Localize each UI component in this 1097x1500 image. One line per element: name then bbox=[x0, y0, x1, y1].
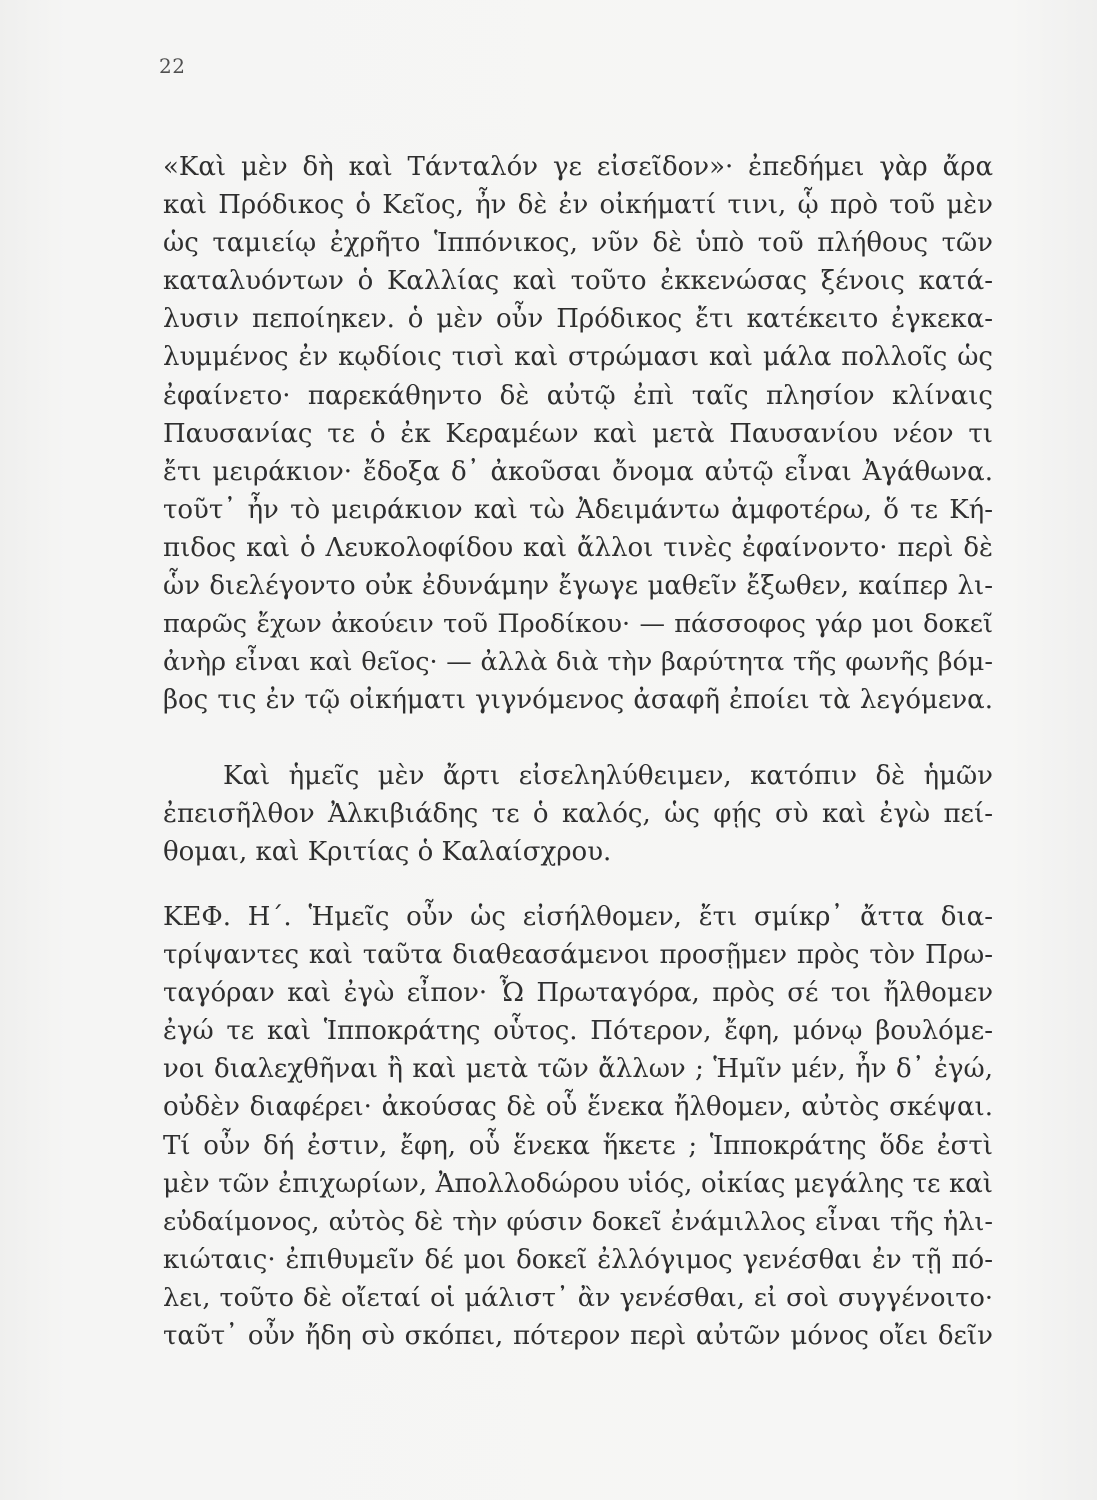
text-line: Παυσανίας τε ὁ ἐκ Κεραμέων καὶ μετὰ Παυσανίου νέον τι bbox=[163, 418, 993, 449]
text-line: πιδος καὶ ὁ Λευκολοφίδου καὶ ἄλλοι τινὲς ἐφαίνοντο· περὶ δὲ bbox=[163, 532, 993, 563]
text-line: λυμμένος ἐν κῳδίοις τισὶ καὶ στρώμασι καὶ μάλα πολλοῖς ὡς bbox=[163, 342, 993, 373]
text-line: κιώταις· ἐπιθυμεῖν δέ μοι δοκεῖ ἐλλόγιμος γενέσθαι ἐν τῇ πό- bbox=[163, 1244, 993, 1275]
text-line: τρίψαντες καὶ ταῦτα διαθεασάμενοι προσῇμεν πρὸς τὸν Πρω- bbox=[163, 940, 993, 971]
text-line: ὡς ταμιείῳ ἐχρῆτο Ἱππόνικος, νῦν δὲ ὑπὸ τοῦ πλήθους τῶν bbox=[163, 228, 993, 259]
text-line: Τί οὖν δή ἐστιν, ἔφη, οὗ ἕνεκα ἥκετε ; Ἱπποκράτης ὅδε ἐστὶ bbox=[163, 1130, 993, 1161]
text-line: τοῦτ᾽ ἦν τὸ μειράκιον καὶ τὼ Ἀδειμάντω ἀμφοτέρω, ὅ τε Κή- bbox=[163, 494, 993, 525]
text-line: οὐδὲν διαφέρει· ἀκούσας δὲ οὗ ἕνεκα ἤλθομεν, αὐτὸς σκέψαι. bbox=[163, 1092, 993, 1123]
text-line: ὧν διελέγοντο οὐκ ἐδυνάμην ἔγωγε μαθεῖν ἔξωθεν, καίπερ λι- bbox=[163, 571, 993, 602]
text-line: ἐφαίνετο· παρεκάθηντο δὲ αὐτῷ ἐπὶ ταῖς πλησίον κλίναις bbox=[163, 380, 993, 411]
paragraph-2 bbox=[163, 757, 993, 871]
text-line: παρῶς ἔχων ἀκούειν τοῦ Προδίκου· — πάσσοφος γάρ μοι δοκεῖ bbox=[163, 609, 993, 640]
text-line: ἐπεισῆλθον Ἀλκιβιάδης τε ὁ καλός, ὡς φῄς σὺ καὶ ἐγὼ πεί- bbox=[163, 799, 993, 830]
text-line: καταλυόντων ὁ Καλλίας καὶ τοῦτο ἐκκενώσας ξένοις κατά- bbox=[163, 266, 993, 297]
text-line: θομαι, καὶ Κριτίας ὁ Καλαίσχρου. bbox=[163, 837, 612, 868]
text-line: ΚΕΦ. Η΄. Ἡμεῖς οὖν ὡς εἰσήλθομεν, ἔτι σμίκρ᾽ ἄττα δια- bbox=[163, 902, 993, 932]
text-line: μὲν τῶν ἐπιχωρίων, Ἀπολλοδώρου υἱός, οἰκίας μεγάλης τε καὶ bbox=[163, 1168, 993, 1199]
text-line: καὶ Πρόδικος ὁ Κεῖος, ἦν δὲ ἐν οἰκήματί τινι, ᾧ πρὸ τοῦ μὲν bbox=[163, 190, 993, 221]
text-line: ἀνὴρ εἶναι καὶ θεῖος· — ἀλλὰ διὰ τὴν βαρύτητα τῆς φωνῆς βόμ- bbox=[163, 647, 993, 678]
text-line: ἔτι μειράκιον· ἔδοξα δ᾽ ἀκοῦσαι ὄνομα αὐτῷ εἶναι Ἀγάθωνα. bbox=[163, 456, 993, 487]
text-line: βος τις ἐν τῷ οἰκήματι γιγνόμενος ἀσαφῆ ἐποίει τὰ λεγόμενα. bbox=[163, 685, 993, 716]
text-line: εὐδαίμονος, αὐτὸς δὲ τὴν φύσιν δοκεῖ ἐνάμιλλος εἶναι τῆς ἡλι- bbox=[163, 1206, 993, 1237]
paragraph-3 bbox=[163, 898, 993, 1355]
text-line: Καὶ ἡμεῖς μὲν ἄρτι εἰσεληλύθειμεν, κατόπιν δὲ ἡμῶν bbox=[223, 761, 993, 791]
text-line: ἐγώ τε καὶ Ἱπποκράτης οὗτος. Πότερον, ἔφη, μόνῳ βουλόμε- bbox=[163, 1016, 993, 1047]
text-line: ταγόραν καὶ ἐγὼ εἶπον· Ὦ Πρωταγόρα, πρὸς σέ τοι ἤλθομεν bbox=[163, 978, 993, 1009]
paragraph-1 bbox=[163, 148, 993, 719]
text-line: νοι διαλεχθῆναι ἢ καὶ μετὰ τῶν ἄλλων ; Ἡμῖν μέν, ἦν δ᾽ ἐγώ, bbox=[163, 1054, 993, 1085]
page-number: 22 bbox=[159, 54, 186, 78]
text-line: λει, τοῦτο δὲ οἴεταί οἱ μάλιστ᾽ ἂν γενέσθαι, εἰ σοὶ συγγένοιτο· bbox=[163, 1282, 993, 1313]
text-line: ταῦτ᾽ οὖν ἤδη σὺ σκόπει, πότερον περὶ αὐτῶν μόνος οἴει δεῖν bbox=[163, 1321, 993, 1352]
text-line: «Καὶ μὲν δὴ καὶ Τάνταλόν γε εἰσεῖδον»· ἐπεδήμει γὰρ ἄρα bbox=[163, 152, 993, 182]
text-line: λυσιν πεποίηκεν. ὁ μὲν οὖν Πρόδικος ἔτι κατέκειτο ἐγκεκα- bbox=[163, 304, 993, 335]
